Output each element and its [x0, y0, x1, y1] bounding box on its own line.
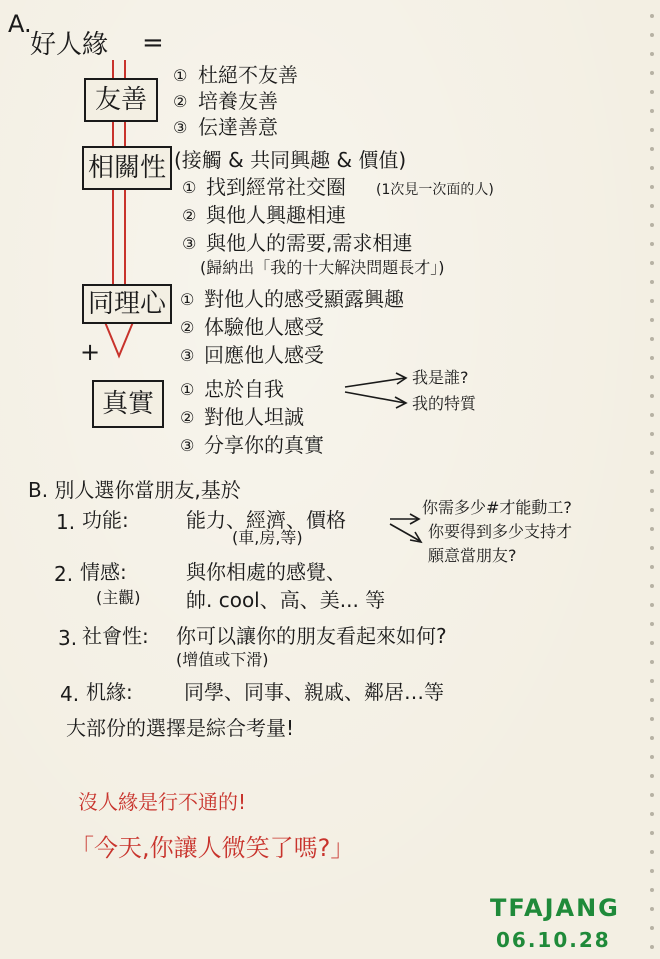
arrow-to-who-line — [345, 378, 405, 387]
authentic-item-2: 對他人坦誠 — [204, 405, 304, 429]
empathy-item-2: 体驗他人感受 — [204, 315, 324, 339]
item-number: ② — [173, 92, 188, 111]
section-a-label: A. — [8, 10, 32, 38]
b-item-3-text: 你可以讓你的朋友看起來如何? — [176, 624, 447, 648]
item-number: ② — [182, 206, 197, 225]
section-b-heading: B. 別人選你當朋友,基於 — [28, 478, 241, 502]
item-number: ① — [180, 380, 195, 399]
b-item-1-text: 能力、經濟、價格 — [186, 508, 346, 532]
empathy-item-1: 對他人的感受顯露興趣 — [204, 287, 404, 311]
b-item-1-sub: (車,房,等) — [232, 528, 303, 547]
box-friendly: 友善 — [84, 78, 158, 122]
b-item-label: 功能: — [82, 508, 129, 532]
closing-line-1: 沒人緣是行不通的! — [78, 790, 247, 814]
b-item-number: 4. — [60, 682, 80, 706]
b-note-1: 你需多少#才能動工? — [422, 498, 572, 517]
signature-name: TFAJANG — [490, 894, 620, 922]
item-number: ① — [180, 290, 195, 309]
empathy-item-3: 回應他人感受 — [204, 343, 324, 367]
b-item-3-sub: (增值或下滑) — [176, 650, 269, 669]
item-number: ③ — [180, 436, 195, 455]
relevance-heading: (接觸 & 共同興趣 & 價值) — [174, 148, 407, 172]
item-number: ③ — [180, 346, 195, 365]
box-authentic: 真實 — [92, 380, 164, 428]
b-item-label: 情感: — [80, 560, 127, 584]
authentic-item-3: 分享你的真實 — [204, 433, 324, 457]
b-item-number: 3. — [58, 626, 78, 650]
b-item-2-sub-label: (主觀) — [96, 588, 141, 607]
b-item-label: 社會性: — [82, 624, 149, 648]
friendly-item-2: 培養友善 — [198, 89, 278, 113]
b-item-4-text: 同學、同事、親戚、鄰居…等 — [184, 680, 444, 704]
authentic-item-1: 忠於自我 — [204, 377, 284, 401]
item-number: ③ — [173, 118, 188, 137]
relevance-item-3: 與他人的需要,需求相連 — [206, 231, 413, 255]
b-item-label: 机緣: — [86, 680, 133, 704]
item-number: ① — [173, 66, 188, 85]
plus-sign: + — [80, 338, 101, 366]
b-conclusion: 大部份的選擇是綜合考量! — [66, 716, 295, 740]
note-my-traits: 我的特質 — [412, 394, 477, 413]
b-note-3: 願意當朋友? — [428, 546, 517, 565]
equals-sign: = — [142, 28, 164, 58]
b-item-number: 2. — [54, 562, 74, 586]
box-relevance: 相關性 — [82, 146, 172, 190]
item-number: ② — [180, 318, 195, 337]
b-note-2: 你要得到多少支持才 — [428, 522, 573, 541]
friendly-item-1: 杜絕不友善 — [198, 63, 298, 87]
item-number: ① — [182, 178, 197, 197]
friendly-item-3: 伝達善意 — [198, 115, 278, 139]
section-a-title: 好人緣 — [30, 30, 109, 60]
closing-line-2: 「今天,你讓人微笑了嗎?」 — [70, 834, 355, 862]
item-number: ③ — [182, 234, 197, 253]
b-item-number: 1. — [56, 510, 76, 534]
relevance-item-2: 與他人興趣相連 — [206, 203, 346, 227]
note-who-am-i: 我是誰? — [412, 368, 469, 387]
item-number: ② — [180, 408, 195, 427]
signature-date: 06.10.28 — [496, 928, 611, 952]
relevance-subnote: (歸納出「我的十大解決問題長才」) — [200, 258, 445, 277]
relevance-item-1: 找到經常社交圈 — [206, 175, 346, 199]
box-empathy: 同理心 — [82, 284, 172, 324]
relevance-item-1-note: (1次見一次面的人) — [376, 182, 494, 198]
b-item-2-text: 與你相處的感覺、 — [186, 560, 346, 584]
b-item-2-sub: 帥. cool、高、美... 等 — [186, 588, 386, 612]
